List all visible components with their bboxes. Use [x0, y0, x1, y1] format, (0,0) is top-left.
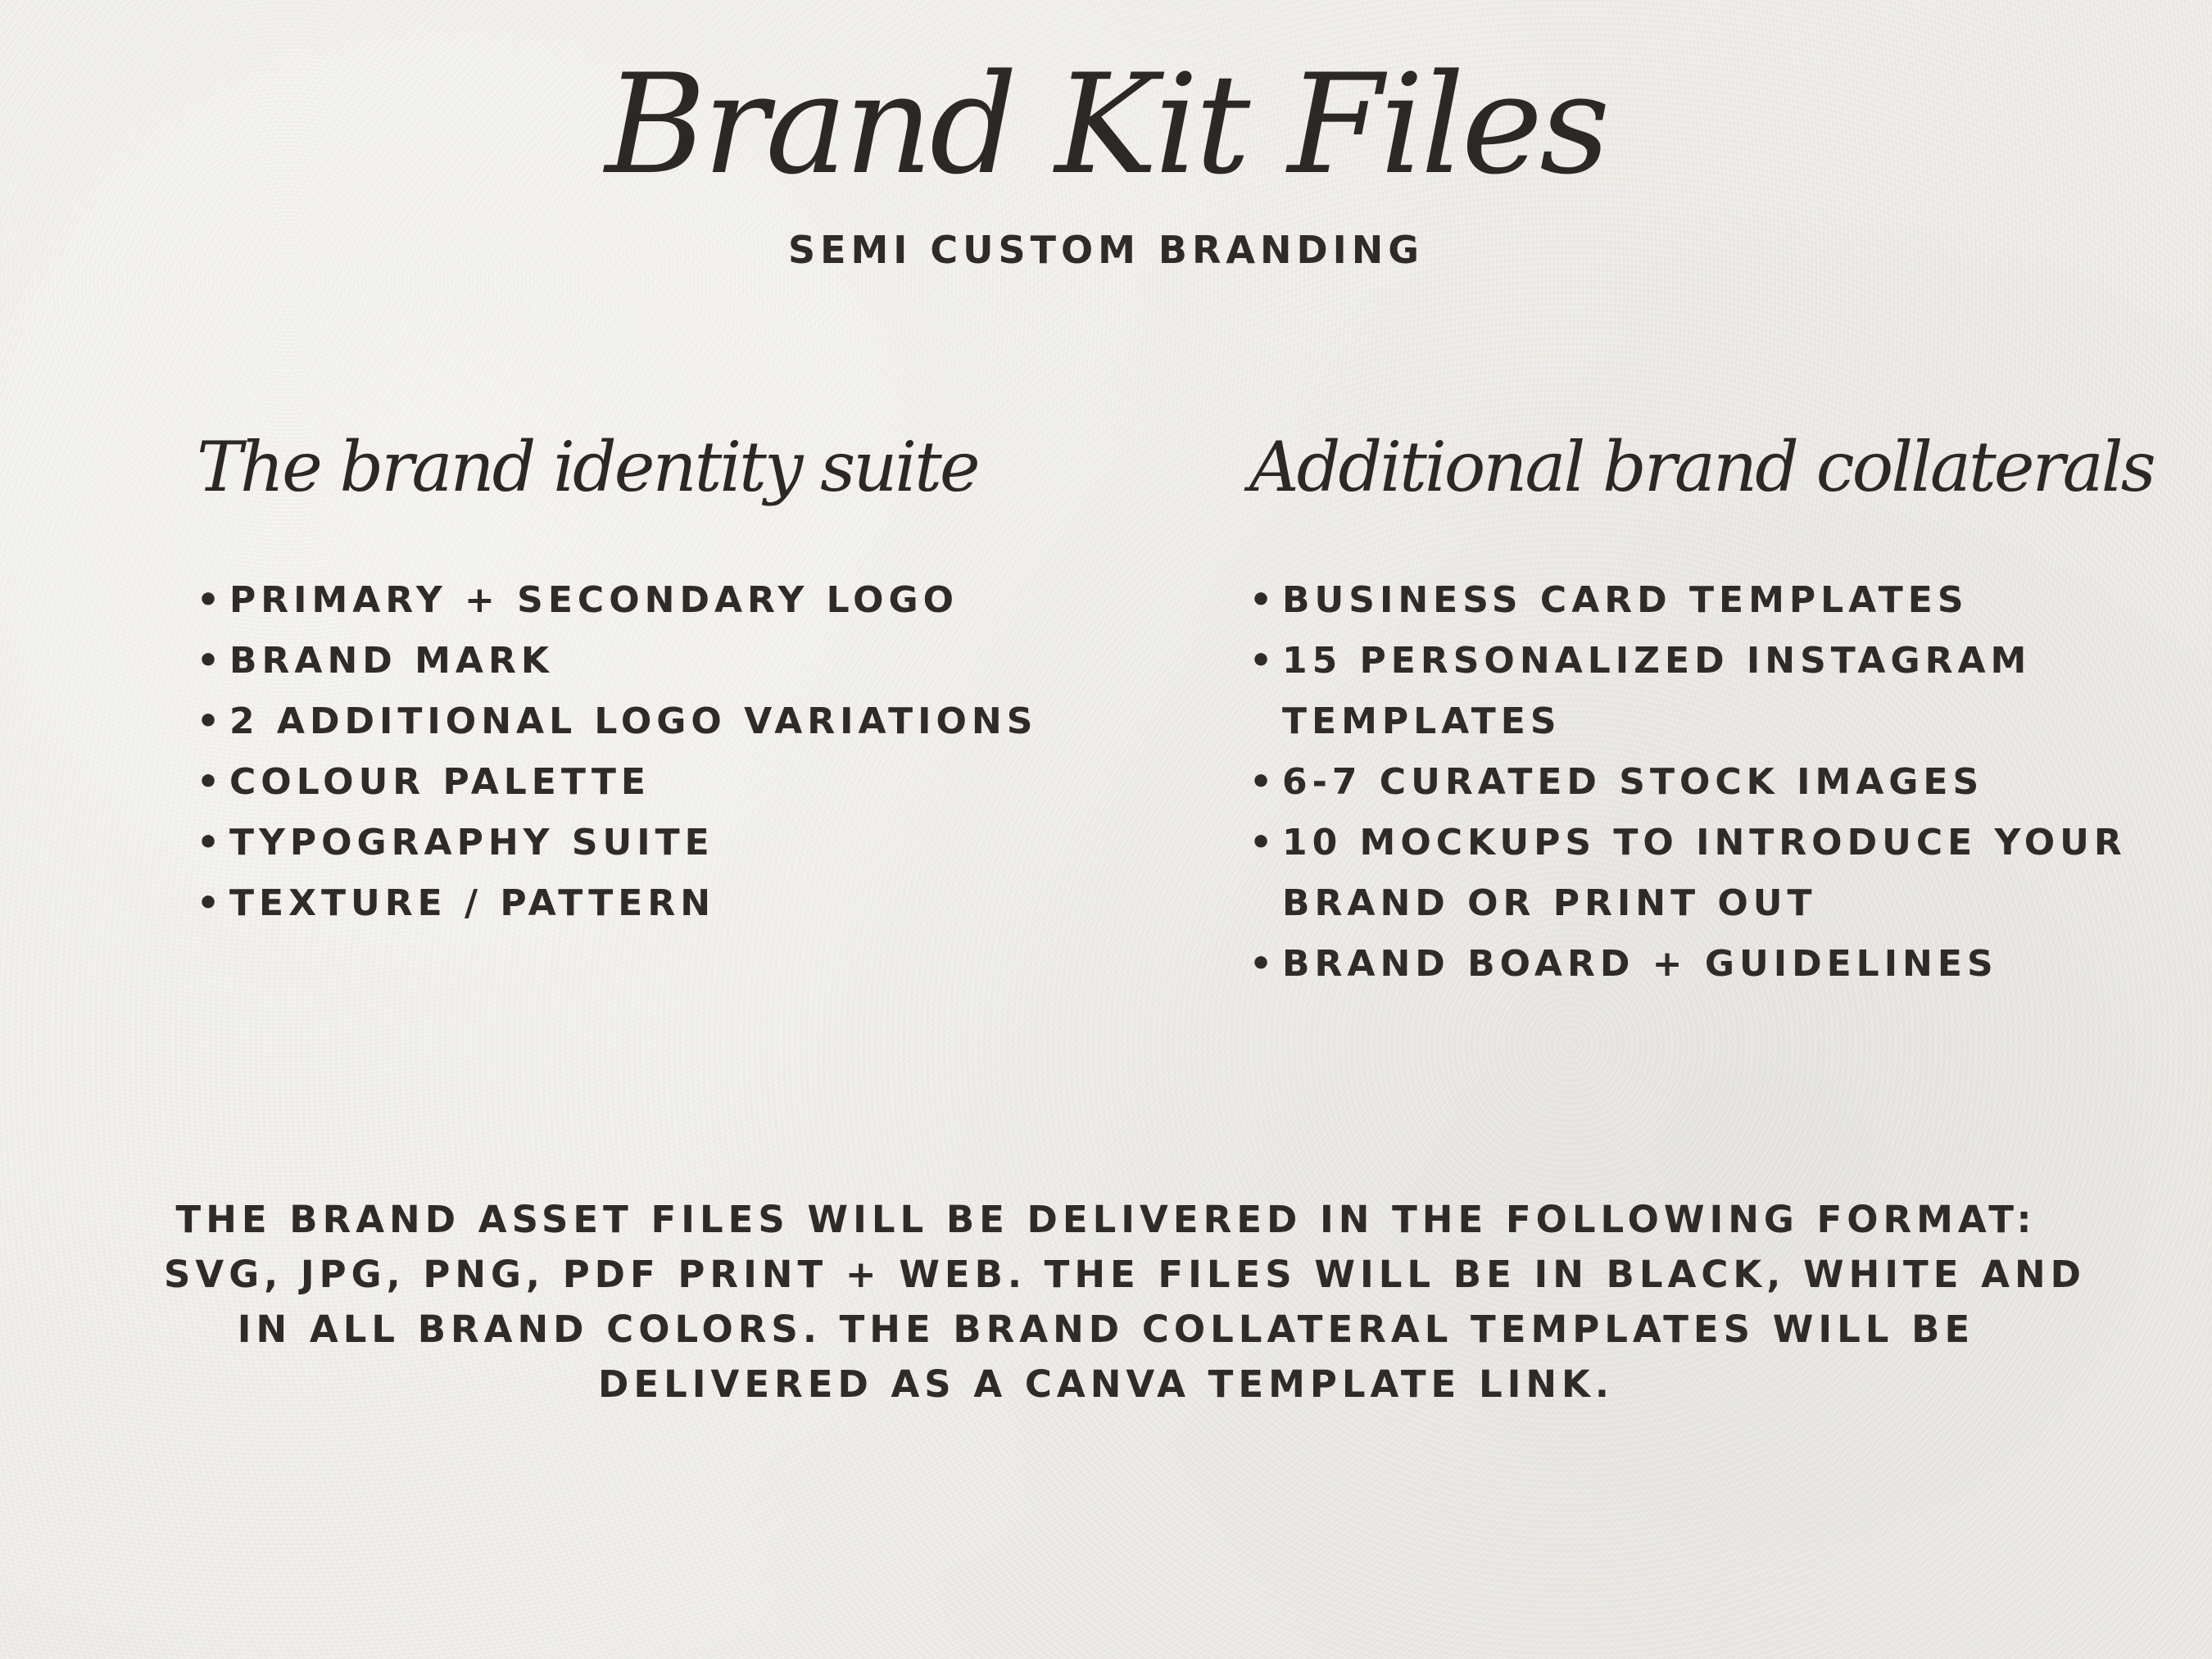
list-item-label: BUSINESS CARD TEMPLATES — [1282, 578, 1969, 621]
bullet-icon: • — [197, 821, 225, 863]
note-line: SVG, JPG, PNG, PDF PRINT + WEB. THE FILES WILL BE IN BLACK, WHITE AND — [164, 1253, 2086, 1296]
list-item — [197, 570, 1139, 631]
list-item — [197, 691, 1139, 752]
list-item-label: COLOUR PALETTE — [229, 760, 650, 803]
brand-identity-heading: The brand identity suite — [197, 427, 978, 507]
list-item — [197, 873, 1139, 934]
note-line: IN ALL BRAND COLORS. THE BRAND COLLATERAL TEMPLATES WILL BE — [237, 1308, 1975, 1351]
bullet-icon: • — [197, 760, 225, 803]
bullet-icon: • — [1249, 639, 1278, 682]
bullet-icon: • — [1249, 821, 1278, 863]
brand-collaterals-heading: Additional brand collaterals — [1249, 427, 2154, 507]
list-item — [1249, 752, 2183, 813]
list-item-label: 6-7 CURATED STOCK IMAGES — [1282, 760, 1984, 803]
list-item-label: TEXTURE / PATTERN — [229, 882, 716, 924]
bullet-icon: • — [197, 578, 225, 621]
bullet-icon: • — [1249, 760, 1278, 803]
list-item — [1249, 934, 2183, 995]
brand-collaterals-column — [1249, 426, 2183, 995]
list-item-label: BRAND BOARD + GUIDELINES — [1282, 942, 1998, 985]
note-line: THE BRAND ASSET FILES WILL BE DELIVERED IN THE FOLLOWING FORMAT: — [175, 1198, 2037, 1241]
list-item — [197, 752, 1139, 813]
bullet-icon: • — [1249, 578, 1278, 621]
list-item-label: PRIMARY + SECONDARY LOGO — [229, 578, 959, 621]
delivery-format-note — [164, 1192, 2086, 1412]
page-title: Brand Kit Files — [605, 44, 1607, 205]
list-item — [1249, 570, 2183, 631]
list-item — [1249, 813, 2183, 934]
list-item — [1249, 631, 2183, 752]
list-item-label: 2 ADDITIONAL LOGO VARIATIONS — [229, 700, 1038, 742]
list-item-label: 15 PERSONALIZED INSTAGRAM TEMPLATES — [1282, 639, 2032, 742]
bullet-icon: • — [197, 882, 225, 924]
bullet-icon: • — [197, 700, 225, 742]
list-item-label: TYPOGRAPHY SUITE — [229, 821, 714, 863]
bullet-icon: • — [1249, 942, 1278, 985]
list-item — [197, 631, 1139, 691]
brand-collaterals-list — [1249, 570, 2183, 995]
list-item-label: 10 MOCKUPS TO INTRODUCE YOUR BRAND OR PRINT OUT — [1282, 821, 2127, 924]
brand-identity-column — [197, 426, 1139, 934]
brand-identity-list — [197, 570, 1139, 934]
note-line: DELIVERED AS A CANVA TEMPLATE LINK. — [597, 1362, 1614, 1406]
list-item — [197, 813, 1139, 873]
list-item-label: BRAND MARK — [229, 639, 554, 682]
bullet-icon: • — [197, 639, 225, 682]
page-subtitle: SEMI CUSTOM BRANDING — [787, 228, 1425, 272]
